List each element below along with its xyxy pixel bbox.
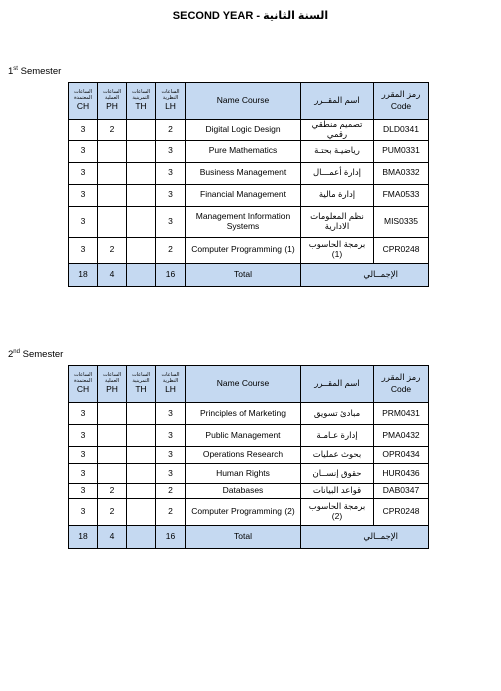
cell-name: Computer Programming (1) (186, 237, 301, 263)
cell-code: MIS0335 (374, 206, 429, 237)
cell-name: Public Management (186, 425, 301, 447)
cell-name-ar: قواعد البيانات (301, 484, 374, 499)
semester-1-text: Semester (17, 66, 62, 78)
header-th: الساعات التمرينية TH (127, 83, 156, 120)
cell-name: Pure Mathematics (186, 140, 301, 162)
cell-th (127, 206, 156, 237)
header-name-ar: اسم المقــرر (301, 83, 374, 120)
header-lh: الساعات النظرية LH (156, 83, 186, 120)
cell-code: FMA0533 (374, 184, 429, 206)
total-label-ar: الإجمــالي (301, 263, 429, 286)
cell-name-ar: مبادئ تسويق (301, 403, 374, 425)
cell-name-ar: نظم المعلومات الادارية (301, 206, 374, 237)
cell-ph (98, 206, 127, 237)
semester-1-label (8, 66, 61, 77)
table-row (69, 120, 429, 141)
semester-1-suffix: st (13, 66, 18, 72)
cell-name: Principles of Marketing (186, 403, 301, 425)
cell-name-ar: تصميم منطقي رقمي (301, 120, 374, 141)
cell-ph: 2 (98, 484, 127, 499)
cell-ch: 3 (69, 484, 98, 499)
table-row (69, 184, 429, 206)
cell-ch: 3 (69, 184, 98, 206)
table-row (69, 499, 429, 526)
cell-th (127, 499, 156, 526)
semester-1-number: 1 (8, 66, 14, 78)
cell-lh: 3 (156, 184, 186, 206)
cell-lh: 3 (156, 162, 186, 184)
cell-code: DLD0341 (374, 120, 429, 141)
semester-2-table (68, 365, 429, 549)
total-row (69, 526, 429, 549)
cell-th (127, 237, 156, 263)
header-ph: الساعات العملية PH (98, 366, 127, 403)
cell-ch: 3 (69, 425, 98, 447)
cell-name: Human Rights (186, 464, 301, 484)
header-name-course: Name Course (186, 83, 301, 120)
cell-lh: 3 (156, 206, 186, 237)
table-row (69, 447, 429, 464)
cell-ph (98, 464, 127, 484)
cell-name: Databases (186, 484, 301, 499)
cell-name-ar: إدارة مالية (301, 184, 374, 206)
table-row (69, 237, 429, 263)
semester-1-table (68, 82, 429, 287)
cell-ch: 3 (69, 237, 98, 263)
cell-name: Management Information Systems (186, 206, 301, 237)
cell-th (127, 184, 156, 206)
header-ph: الساعات العملية PH (98, 83, 127, 120)
cell-name: Operations Research (186, 447, 301, 464)
cell-code: DAB0347 (374, 484, 429, 499)
table-row (69, 484, 429, 499)
cell-code: OPR0434 (374, 447, 429, 464)
cell-code: PUM0331 (374, 140, 429, 162)
cell-name-ar: حقوق إنســان (301, 464, 374, 484)
header-code: رمز المقرر Code (374, 83, 429, 120)
cell-lh: 3 (156, 425, 186, 447)
total-label-ar: الإجمــالي (301, 526, 429, 549)
cell-code: CPR0248 (374, 499, 429, 526)
header-code: رمز المقرر Code (374, 366, 429, 403)
cell-name-ar: بحوث عمليات (301, 447, 374, 464)
cell-code: HUR0436 (374, 464, 429, 484)
cell-lh: 3 (156, 140, 186, 162)
cell-ch: 3 (69, 464, 98, 484)
cell-ph (98, 184, 127, 206)
cell-name-ar: إدارة أعمـــال (301, 162, 374, 184)
cell-ch: 3 (69, 206, 98, 237)
cell-name-ar: رياضيـة بحتـة (301, 140, 374, 162)
cell-ch: 3 (69, 403, 98, 425)
cell-ch: 3 (69, 120, 98, 141)
semester-2-number: 2 (8, 349, 14, 361)
total-lh: 16 (156, 526, 186, 549)
cell-ch: 3 (69, 499, 98, 526)
total-label: Total (186, 263, 301, 286)
total-label: Total (186, 526, 301, 549)
cell-th (127, 425, 156, 447)
cell-ph (98, 447, 127, 464)
cell-lh: 3 (156, 464, 186, 484)
header-th: الساعات التمرينية TH (127, 366, 156, 403)
cell-th (127, 162, 156, 184)
cell-name-ar: برمجة الحاسوب (1) (301, 237, 374, 263)
table-header-row (69, 83, 429, 120)
cell-th (127, 140, 156, 162)
cell-ph (98, 140, 127, 162)
cell-ph (98, 162, 127, 184)
cell-code: BMA0332 (374, 162, 429, 184)
semester-2-label (8, 349, 63, 360)
cell-lh: 2 (156, 499, 186, 526)
total-ch: 18 (69, 263, 98, 286)
table-row (69, 403, 429, 425)
header-name-ar: اسم المقــرر (301, 366, 374, 403)
cell-th (127, 447, 156, 464)
cell-th (127, 464, 156, 484)
header-name-course: Name Course (186, 366, 301, 403)
total-th (127, 526, 156, 549)
total-th (127, 263, 156, 286)
cell-name: Financial Management (186, 184, 301, 206)
cell-ph (98, 425, 127, 447)
cell-ch: 3 (69, 447, 98, 464)
table-row (69, 464, 429, 484)
cell-name-ar: برمجة الحاسوب (2) (301, 499, 374, 526)
cell-lh: 2 (156, 120, 186, 141)
total-lh: 16 (156, 263, 186, 286)
cell-ph: 2 (98, 237, 127, 263)
page-title: SECOND YEAR - السنة الثانية (172, 10, 329, 22)
total-ch: 18 (69, 526, 98, 549)
table-header-row (69, 366, 429, 403)
cell-lh: 3 (156, 403, 186, 425)
header-lh: الساعات النظرية LH (156, 366, 186, 403)
total-ph: 4 (98, 526, 127, 549)
table-row (69, 425, 429, 447)
header-ch: الساعات المعتمدة CH (69, 366, 98, 403)
cell-th (127, 120, 156, 141)
total-ph: 4 (98, 263, 127, 286)
cell-ph: 2 (98, 499, 127, 526)
cell-ph: 2 (98, 120, 127, 141)
table-row (69, 162, 429, 184)
header-ch: الساعات المعتمدة CH (69, 83, 98, 120)
cell-name: Business Management (186, 162, 301, 184)
cell-lh: 2 (156, 237, 186, 263)
semester-2-suffix: nd (13, 349, 20, 355)
cell-lh: 2 (156, 484, 186, 499)
table-row (69, 140, 429, 162)
table-row (69, 206, 429, 237)
cell-name-ar: إدارة عـامـة (301, 425, 374, 447)
cell-ch: 3 (69, 162, 98, 184)
cell-code: PRM0431 (374, 403, 429, 425)
cell-code: CPR0248 (374, 237, 429, 263)
cell-lh: 3 (156, 447, 186, 464)
cell-name: Computer Programming (2) (186, 499, 301, 526)
semester-2-text: Semester (19, 349, 64, 361)
cell-ch: 3 (69, 140, 98, 162)
cell-ph (98, 403, 127, 425)
cell-code: PMA0432 (374, 425, 429, 447)
cell-name: Digital Logic Design (186, 120, 301, 141)
total-row (69, 263, 429, 286)
cell-th (127, 403, 156, 425)
cell-th (127, 484, 156, 499)
